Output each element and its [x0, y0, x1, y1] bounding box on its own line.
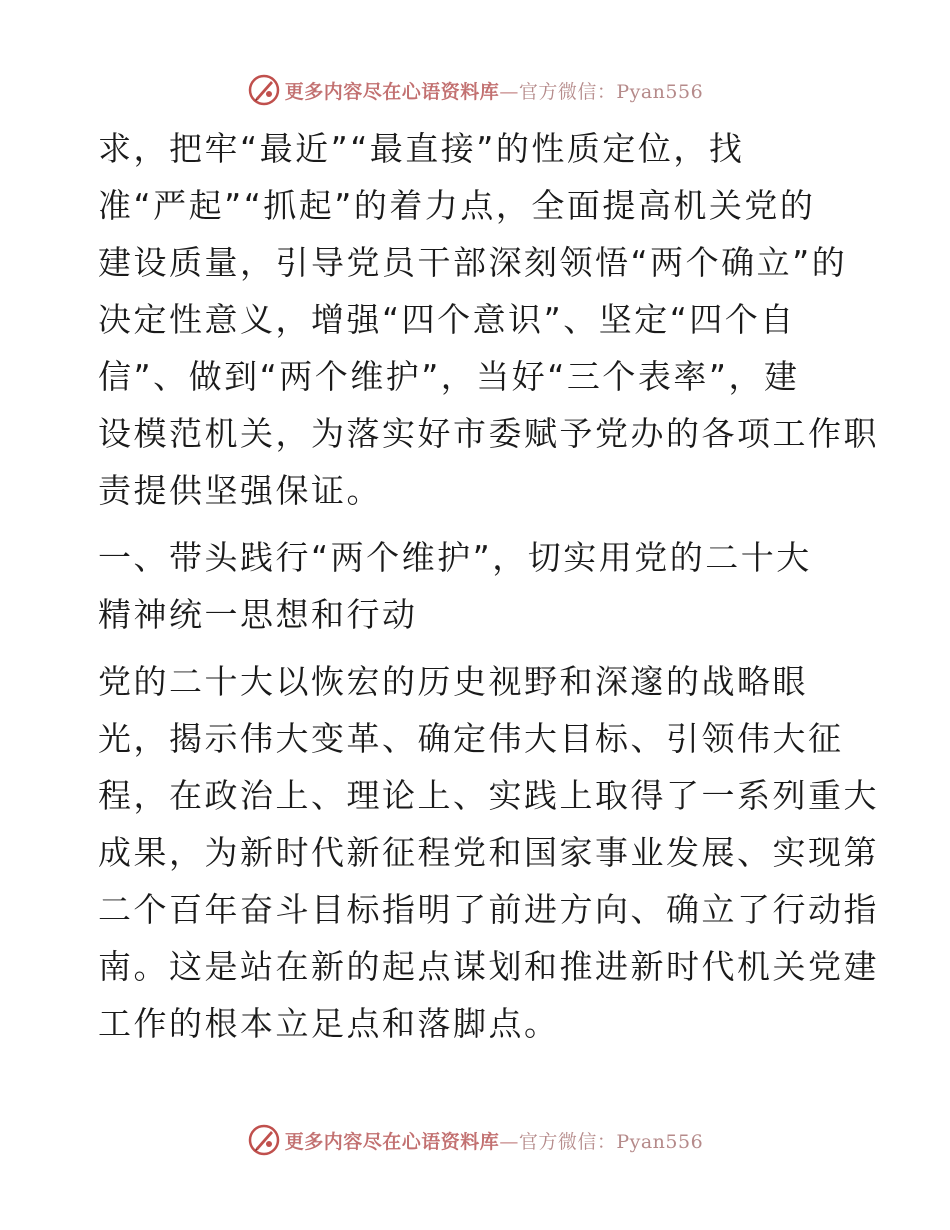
text-line: 责提供坚强保证。 — [98, 471, 382, 510]
watermark-brand: 更多内容尽在心语资料库 — [284, 80, 500, 103]
text-line: 党的二十大以恢宏的历史视野和深邃的战略眼 — [98, 662, 808, 701]
text-line: 决定性意义，增强“四个意识”、坚定“四个自 — [98, 300, 796, 339]
text-line: 建设质量，引导党员干部深刻领悟“两个确立”的 — [98, 243, 848, 282]
text-line: 南。这是站在新的起点谋划和推进新时代机关党建 — [98, 947, 879, 986]
text-line: 准“严起”“抓起”的着力点，全面提高机关党的 — [98, 186, 816, 225]
watermark-brand: 更多内容尽在心语资料库 — [284, 1130, 500, 1153]
document-body — [98, 120, 879, 1052]
text-line: 程，在政治上、理论上、实践上取得了一系列重大 — [98, 776, 879, 815]
quill-logo-icon — [247, 1123, 281, 1157]
watermark-separator: — — [499, 1130, 519, 1153]
paragraph-body — [98, 653, 879, 1052]
text-line: 求，把牢“最近”“最直接”的性质定位，找 — [98, 129, 745, 168]
watermark-wechat-label: 官方微信： — [518, 1130, 617, 1153]
watermark-text — [285, 1127, 703, 1154]
text-line: 设模范机关，为落实好市委赋予党办的各项工作职 — [98, 414, 879, 453]
text-line: 精神统一思想和行动 — [98, 595, 418, 634]
quill-logo-icon — [247, 73, 281, 107]
text-line: 信”、做到“两个维护”，当好“三个表率”，建 — [98, 357, 800, 396]
text-line: 成果，为新时代新征程党和国家事业发展、实现第 — [98, 833, 879, 872]
watermark-wechat-id: Pyan556 — [616, 80, 704, 103]
text-line: 光，揭示伟大变革、确定伟大目标、引领伟大征 — [98, 719, 844, 758]
section-heading — [98, 529, 858, 643]
watermark-wechat-id: Pyan556 — [616, 1130, 704, 1153]
watermark-wechat-label: 官方微信： — [518, 80, 617, 103]
header-watermark — [0, 70, 950, 110]
text-line: 二个百年奋斗目标指明了前进方向、确立了行动指 — [98, 890, 879, 929]
text-line: 一、带头践行“两个维护”，切实用党的二十大 — [98, 538, 812, 577]
watermark-text — [285, 77, 703, 104]
paragraph-intro — [98, 120, 879, 519]
footer-watermark — [0, 1120, 950, 1160]
text-line: 工作的根本立足点和落脚点。 — [98, 1004, 560, 1043]
watermark-separator: — — [499, 80, 519, 103]
